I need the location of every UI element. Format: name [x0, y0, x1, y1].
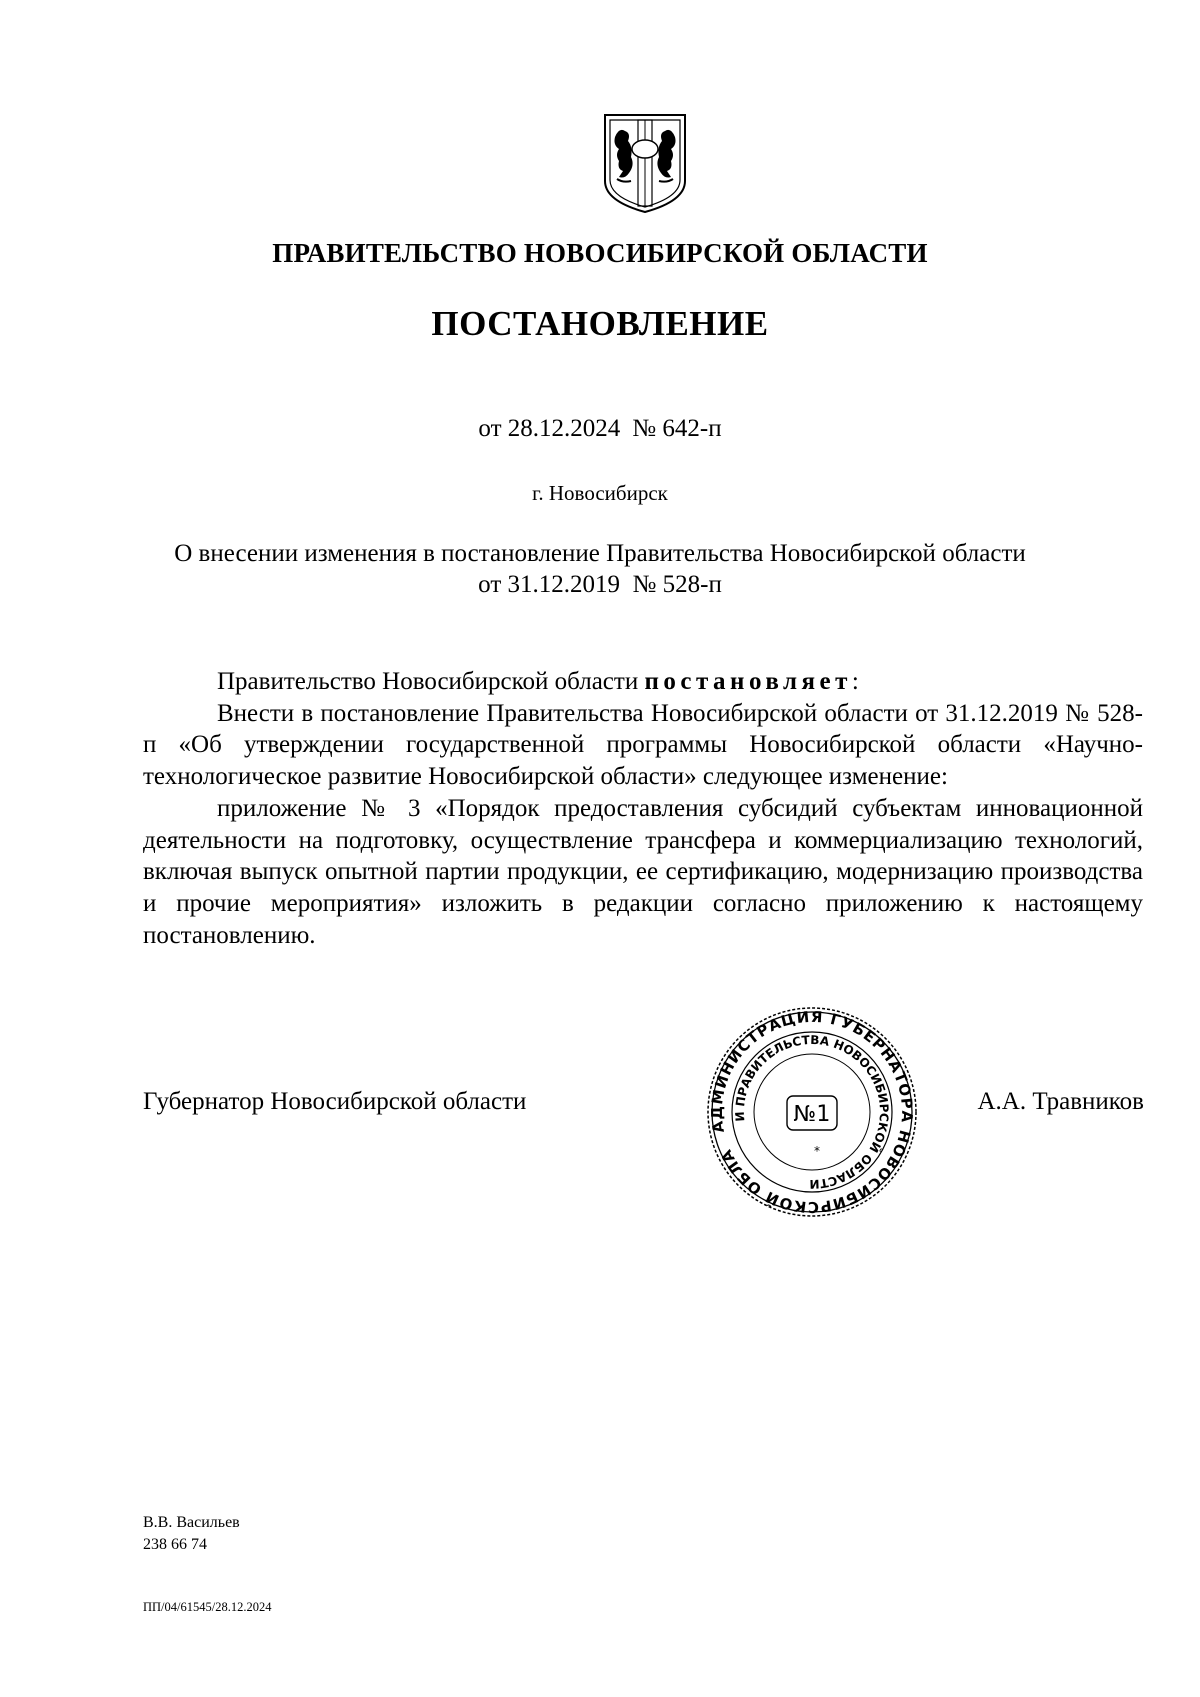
- paragraph-1: Внести в постановление Правительства Новосибирской области от 31.12.2019 № 528-п «Об утверждении государственной программы Новосибирской области «Научно-технологическое развитие Новосибирской области» следующее изменение:: [143, 699, 1143, 791]
- document-number: № 642-п: [632, 415, 722, 442]
- signatory-title: Губернатор Новосибирской области: [143, 1088, 527, 1115]
- contact-info: [143, 1512, 240, 1556]
- coat-of-arms-icon: [601, 113, 689, 214]
- intro-paragraph: [143, 666, 1143, 698]
- seal-outer-text: АДМИНИСТРАЦИЯ ГУБЕРНАТОРА НОВОСИБИРСКОЙ ОБЛАСТИ: [707, 1007, 917, 1217]
- city: г. Новосибирск: [532, 481, 668, 505]
- paragraph-2: приложение № 3 «Порядок предоставления субсидий субъектам инновационной деятельности на подготовку, осуществление трансфера и коммерциализацию технологий, включая выпуск опытной партии продукции, ее сертификацию, модернизацию производства и прочие мероприятия» изложить в редакции согласно приложению к настоящему постановлению.: [143, 794, 1143, 949]
- organization-name: ПРАВИТЕЛЬСТВО НОВОСИБИРСКОЙ ОБЛАСТИ: [272, 238, 928, 268]
- seal-inner-text: И ПРАВИТЕЛЬСТВА НОВОСИБИРСКОЙ ОБЛАСТИ: [732, 1032, 892, 1192]
- document-reference: ПП/04/61545/28.12.2024: [143, 1600, 272, 1614]
- document-date: от 28.12.2024: [478, 415, 621, 442]
- official-seal: [705, 1005, 919, 1219]
- intro-verb: постановляет: [644, 668, 852, 695]
- intro-colon: :: [851, 668, 859, 695]
- intro-text: Правительство Новосибирской области: [217, 668, 645, 695]
- contact-name: В.В. Васильев: [143, 1514, 240, 1531]
- document-title: [0, 538, 1200, 600]
- document-type: ПОСТАНОВЛЕНИЕ: [431, 304, 769, 343]
- seal-number: №1: [793, 1102, 831, 1127]
- title-line-2: от 31.12.2019 № 528-п: [478, 571, 722, 598]
- document-body: [143, 666, 1143, 951]
- signatory-name: А.А. Травников: [977, 1088, 1144, 1115]
- title-line-1: О внесении изменения в постановление Правительства Новосибирской области: [174, 540, 1026, 567]
- seal-star: *: [814, 1144, 820, 1158]
- contact-phone: 238 66 74: [143, 1536, 207, 1553]
- document-date-number: [0, 415, 1200, 443]
